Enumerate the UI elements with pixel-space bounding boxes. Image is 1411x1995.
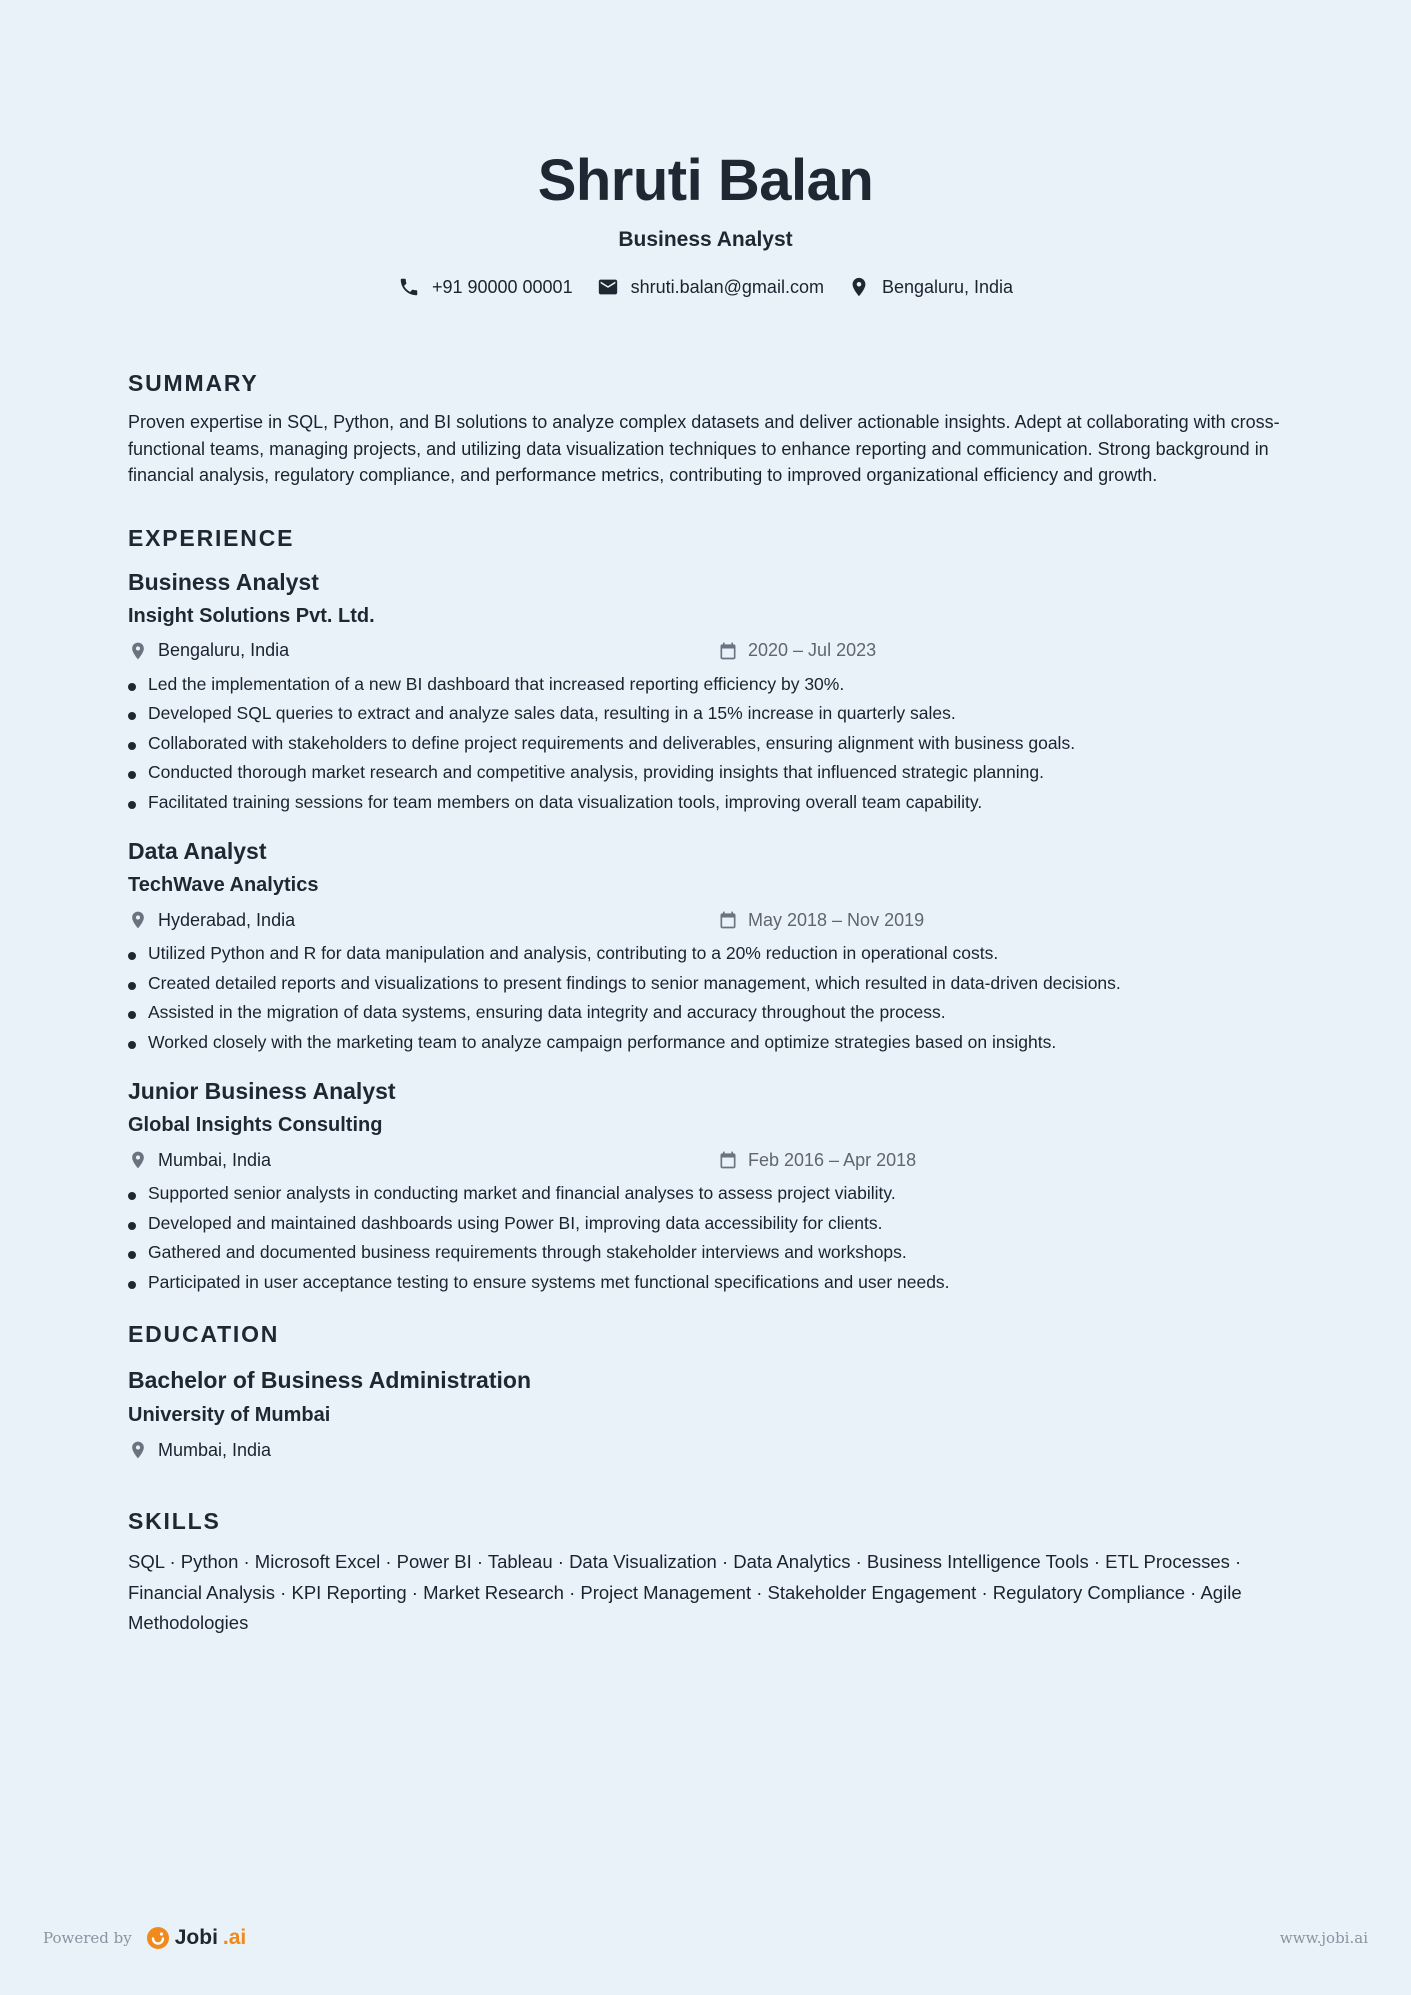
list-item: Developed SQL queries to extract and analyze sales data, resulting in a 15% increase in quarterly sales. [128, 699, 1283, 729]
list-item: Participated in user acceptance testing to ensure systems met functional specifications and user needs. [128, 1268, 1283, 1298]
contact-email[interactable] [597, 276, 824, 298]
map-pin-icon [128, 910, 148, 930]
job-role: Business Analyst [128, 568, 319, 595]
job-entry [128, 1077, 1283, 1297]
job-location-text: Mumbai, India [158, 1149, 272, 1170]
map-pin-icon [128, 1440, 148, 1460]
job-bullets [128, 939, 1283, 1057]
skills-heading: SKILLS [128, 1508, 221, 1534]
list-item: Created detailed reports and visualizations to present findings to senior management, which resulted in data-driven decisions. [128, 969, 1283, 999]
job-meta [128, 1148, 1283, 1172]
job-location [128, 640, 718, 661]
job-location [128, 1150, 718, 1171]
phone-text: +91 90000 00001 [431, 276, 573, 297]
contact-location [848, 276, 1013, 298]
map-pin-icon [128, 1150, 148, 1170]
contact-row [128, 276, 1283, 298]
envelope-icon [597, 276, 619, 298]
map-pin-icon [128, 641, 148, 661]
list-item: Facilitated training sessions for team members on data visualization tools, improving overall team capability. [128, 788, 1283, 818]
map-pin-icon [848, 276, 870, 298]
list-item: Led the implementation of a new BI dashboard that increased reporting efficiency by 30%. [128, 670, 1283, 700]
education-location [128, 1440, 718, 1461]
job-entry [128, 837, 1283, 1057]
powered-by-label: Powered by [43, 1929, 132, 1947]
list-item: Assisted in the migration of data systems, ensuring data integrity and accuracy throughout the process. [128, 998, 1283, 1028]
jobi-logo-icon [146, 1926, 170, 1950]
resume-page [128, 0, 1283, 1639]
skills-text: SQL · Python · Microsoft Excel · Power BI · Tableau · Data Visualization · Data Analytics · Business Intelligence Tools · ETL Processes · Financial Analysis · KPI Reporting · Market Research · Project Management · Stakeholder Engagement · Regulatory Compliance · Agile Methodologies [128, 1551, 1242, 1633]
summary-heading: SUMMARY [128, 370, 259, 396]
calendar-icon [718, 1150, 738, 1170]
candidate-name: Shruti Balan [537, 148, 874, 213]
candidate-title: Business Analyst [618, 228, 793, 251]
education-meta [128, 1438, 1283, 1462]
list-item: Gathered and documented business requirements through stakeholder interviews and workshops. [128, 1238, 1283, 1268]
experience-heading: EXPERIENCE [128, 524, 295, 551]
job-dates-text: 2020 – Jul 2023 [748, 640, 877, 660]
education-heading: EDUCATION [128, 1321, 280, 1347]
job-location [128, 910, 718, 931]
list-item: Conducted thorough market research and competitive analysis, providing insights that influenced strategic planning. [128, 758, 1283, 788]
contact-phone[interactable] [398, 276, 573, 298]
jobi-logo[interactable] [146, 1926, 247, 1950]
resume-header [128, 0, 1283, 298]
list-item: Worked closely with the marketing team to analyze campaign performance and optimize strategies based on insights. [128, 1028, 1283, 1058]
job-dates [718, 640, 876, 661]
job-company: Insight Solutions Pvt. Ltd. [128, 604, 375, 627]
phone-icon [398, 276, 420, 298]
job-location-text: Bengaluru, India [158, 640, 290, 660]
calendar-icon [718, 641, 738, 661]
list-item: Collaborated with stakeholders to define project requirements and deliverables, ensuring alignment with business goals. [128, 729, 1283, 759]
education-school: University of Mumbai [128, 1404, 331, 1426]
job-role: Junior Business Analyst [128, 1078, 396, 1104]
location-text: Bengaluru, India [881, 276, 1014, 297]
job-company: Global Insights Consulting [128, 1114, 383, 1136]
list-item: Supported senior analysts in conducting market and financial analyses to assess project viability. [128, 1179, 1283, 1209]
job-entry [128, 568, 1283, 818]
page-footer [43, 1926, 1368, 1950]
education-degree: Bachelor of Business Administration [128, 1367, 531, 1393]
logo-text: Jobi [174, 1926, 218, 1949]
job-meta [128, 908, 1283, 932]
summary-text: Proven expertise in SQL, Python, and BI solutions to analyze complex datasets and deliver actionable insights. Adept at collaborating with cross-functional teams, managing projects, and utilizing data visualization techniques to enhance reporting and communication. Strong background in financial analysis, regulatory compliance, and performance metrics, contributing to improved organizational efficiency and growth. [128, 412, 1280, 485]
job-bullets [128, 670, 1283, 818]
job-location-text: Hyderabad, India [158, 909, 296, 930]
job-dates [718, 910, 924, 931]
job-dates-text: May 2018 – Nov 2019 [748, 909, 925, 930]
job-role: Data Analyst [128, 838, 267, 864]
website-link[interactable]: www.jobi.ai [1279, 1929, 1368, 1947]
job-bullets [128, 1179, 1283, 1297]
email-text: shruti.balan@gmail.com [630, 276, 824, 297]
list-item: Developed and maintained dashboards using Power BI, improving data accessibility for clients. [128, 1209, 1283, 1239]
job-company: TechWave Analytics [128, 874, 319, 896]
calendar-icon [718, 910, 738, 930]
logo-suffix: .ai [222, 1926, 247, 1949]
powered-by [43, 1926, 246, 1950]
job-meta [128, 639, 1283, 663]
job-dates-text: Feb 2016 – Apr 2018 [748, 1149, 917, 1170]
job-dates [718, 1150, 916, 1171]
list-item: Utilized Python and R for data manipulation and analysis, contributing to a 20% reduction in operational costs. [128, 939, 1283, 969]
education-location-text: Mumbai, India [158, 1439, 272, 1460]
